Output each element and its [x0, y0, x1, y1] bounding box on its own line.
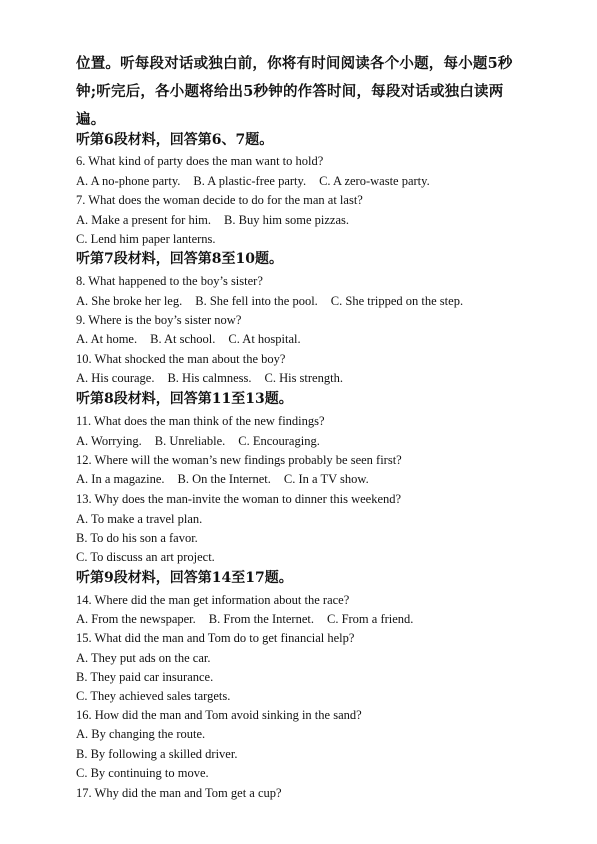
options-row	[76, 726, 205, 742]
answer-option: B. By following a skilled driver.	[76, 747, 238, 761]
options-row	[76, 331, 301, 347]
answer-option: C. Encouraging.	[238, 434, 320, 448]
options-row	[76, 688, 230, 704]
question-text: 16. How did the man and Tom avoid sinking in the sand?	[76, 708, 362, 722]
question-text: 14. Where did the man get information about the race?	[76, 593, 350, 607]
question-text: 7. What does the woman decide to do for the man at last?	[76, 193, 363, 207]
answer-option: C. They achieved sales targets.	[76, 689, 231, 703]
options-row	[76, 231, 216, 247]
answer-option: A. At home.	[76, 332, 138, 346]
answer-option: B. To do his son a favor.	[76, 531, 198, 545]
answer-option: C. A zero-waste party.	[319, 174, 430, 188]
options-row	[76, 471, 369, 487]
options-row	[76, 746, 237, 762]
question-text: 10. What shocked the man about the boy?	[76, 352, 286, 366]
options-row	[76, 173, 430, 189]
answer-option: C. His strength.	[264, 371, 343, 385]
answer-option: A. His courage.	[76, 371, 155, 385]
answer-option: B. A plastic-free party.	[193, 174, 307, 188]
answer-option: A. In a magazine.	[76, 472, 165, 486]
answer-option: C. In a TV show.	[283, 472, 369, 486]
answer-option: B. On the Internet.	[177, 472, 271, 486]
options-row	[76, 669, 213, 685]
answer-option: A. Worrying.	[76, 434, 142, 448]
answer-option: A. By changing the route.	[76, 727, 206, 741]
answer-option: A. To make a travel plan.	[76, 512, 203, 526]
answer-option: B. She fell into the pool.	[195, 294, 318, 308]
answer-option: A. They put ads on the car.	[76, 651, 211, 665]
options-row	[76, 765, 209, 781]
answer-option: A. She broke her leg.	[76, 294, 183, 308]
answer-option: C. She tripped on the step.	[330, 294, 464, 308]
answer-option: C. To discuss an art project.	[76, 550, 215, 564]
options-row	[76, 511, 202, 527]
options-row	[76, 650, 210, 666]
options-row	[76, 293, 463, 309]
question-text: 15. What did the man and Tom do to get financial help?	[76, 631, 355, 645]
section-heading: 听第6段材料，回答第6、7题。	[76, 132, 274, 148]
question-text: 9. Where is the boy’s sister now?	[76, 313, 242, 327]
question-text: 12. Where will the woman’s new findings probably be seen first?	[76, 453, 402, 467]
answer-option: C. At hospital.	[228, 332, 301, 346]
options-row	[76, 530, 198, 546]
options-row	[76, 549, 215, 565]
question-text: 17. Why did the man and Tom get a cup?	[76, 786, 282, 800]
section-heading: 听第8段材料，回答第11至13题。	[76, 391, 293, 407]
answer-option: B. They paid car insurance.	[76, 670, 214, 684]
question-text: 13. Why does the man-invite the woman to dinner this weekend?	[76, 492, 402, 506]
options-row	[76, 433, 320, 449]
answer-option: B. From the Internet.	[208, 612, 314, 626]
answer-option: B. At school.	[150, 332, 216, 346]
question-text: 8. What happened to the boy’s sister?	[76, 274, 263, 288]
options-row	[76, 370, 343, 386]
answer-option: C. From a friend.	[326, 612, 414, 626]
answer-option: B. His calmness.	[167, 371, 252, 385]
answer-option: B. Unreliable.	[154, 434, 226, 448]
options-row	[76, 212, 349, 228]
answer-option: A. From the newspaper.	[76, 612, 196, 626]
answer-option: C. By continuing to move.	[76, 766, 209, 780]
answer-option: A. A no-phone party.	[76, 174, 181, 188]
section-heading: 听第9段材料，回答第14至17题。	[76, 570, 293, 586]
answer-option: A. Make a present for him.	[76, 213, 212, 227]
question-text: 6. What kind of party does the man want to hold?	[76, 154, 324, 168]
options-row	[76, 611, 413, 627]
instructions-paragraph: 位置。听每段对话或独白前，你将有时间阅读各个小题，每小题5秒钟;听完后，各小题将给出5秒钟的作答时间，每段对话或独白读两遍。	[76, 55, 513, 128]
section-heading: 听第7段材料，回答第8至10题。	[76, 251, 283, 267]
answer-option: B. Buy him some pizzas.	[224, 213, 350, 227]
answer-option: C. Lend him paper lanterns.	[76, 232, 216, 246]
question-text: 11. What does the man think of the new findings?	[76, 414, 325, 428]
